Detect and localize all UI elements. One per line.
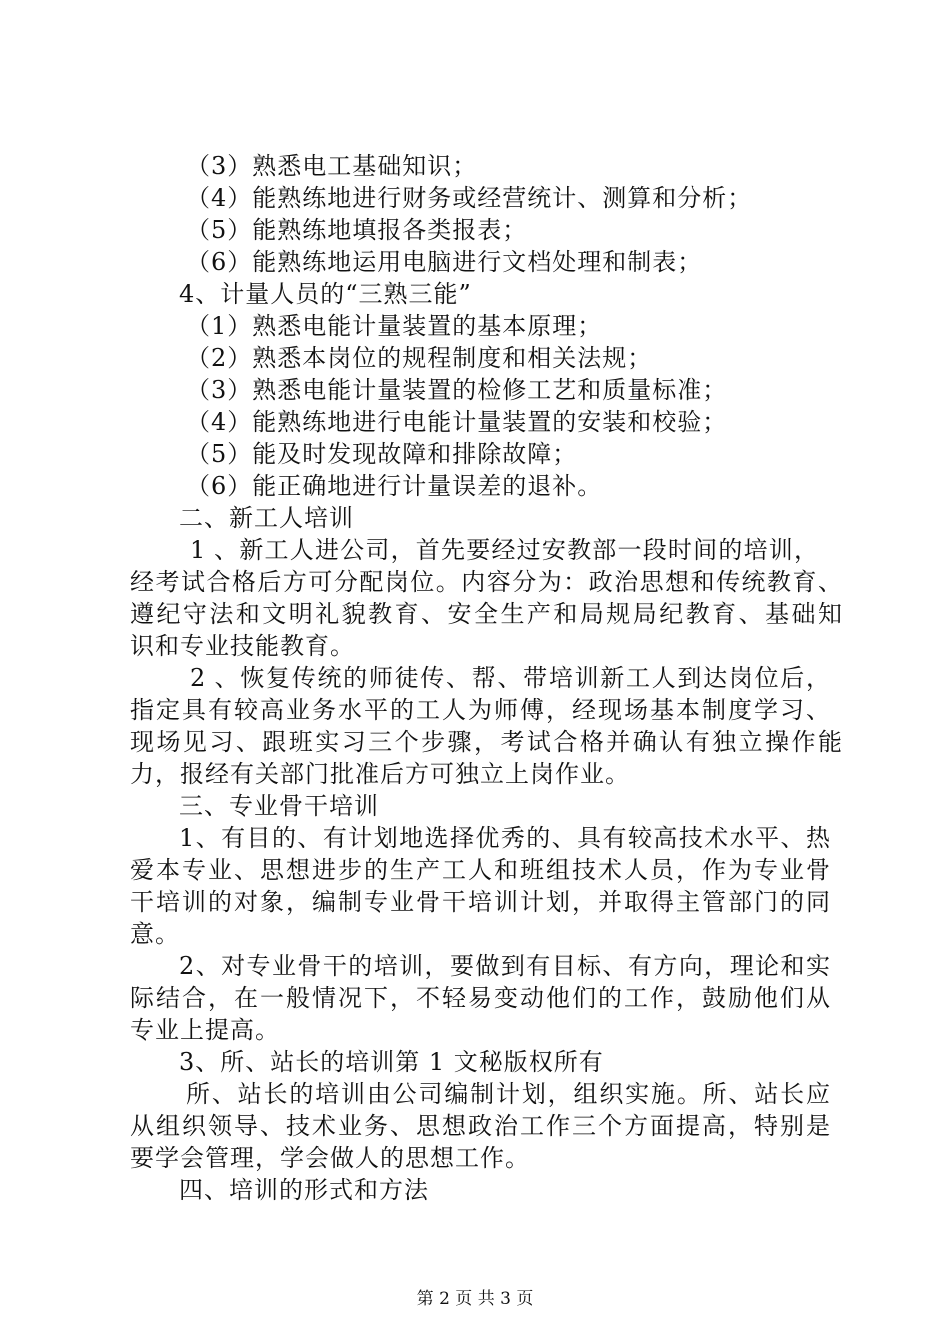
paragraph-line: 1 、新工人进公司，首先要经过安教部一段时间的培训， [190, 536, 818, 564]
paragraph-line: 所、站长的培训由公司编制计划，组织实施。所、站长应 [186, 1080, 830, 1108]
section-heading: 四、培训的形式和方法 [179, 1176, 429, 1204]
section-heading: 3、所、站长的培训第 1 文秘版权所有 [179, 1048, 604, 1076]
section-heading: 二、新工人培训 [179, 504, 354, 532]
text-line: （5）能及时发现故障和排除故障； [186, 440, 578, 468]
paragraph-line: 现场见习、跟班实习三个步骤，考试合格并确认有独立操作能 [130, 728, 842, 756]
text-line: （6）能熟练地运用电脑进行文档处理和制表； [186, 248, 703, 276]
section-heading: 三、专业骨干培训 [179, 792, 379, 820]
paragraph-line: 从组织领导、技术业务、思想政治工作三个方面提高，特别是 [130, 1112, 830, 1140]
paragraph-line: 要学会管理，学会做人的思想工作。 [130, 1144, 530, 1172]
document-body [0, 150, 950, 1206]
text-line: （6）能正确地进行计量误差的退补。 [186, 472, 603, 500]
section-heading: 4、计量人员的“三熟三能” [179, 280, 472, 308]
text-line: （4）能熟练地进行财务或经营统计、测算和分析； [186, 184, 753, 212]
text-line: （1）熟悉电能计量装置的基本原理； [186, 312, 603, 340]
paragraph-line: 1、有目的、有计划地选择优秀的、具有较高技术水平、热 [179, 824, 830, 852]
paragraph-line: 意。 [130, 920, 180, 948]
paragraph-line: 际结合，在一般情况下，不轻易变动他们的工作，鼓励他们从 [130, 984, 830, 1012]
paragraph-line: 指定具有较高业务水平的工人为师傅，经现场基本制度学习、 [130, 696, 830, 724]
paragraph-line: 爱本专业、思想进步的生产工人和班组技术人员，作为专业骨 [130, 856, 830, 884]
paragraph-line: 力，报经有关部门批准后方可独立上岗作业。 [130, 760, 630, 788]
paragraph-line: 干培训的对象，编制专业骨干培训计划，并取得主管部门的同 [130, 888, 830, 916]
paragraph-line: 专业上提高。 [130, 1016, 280, 1044]
paragraph-line: 经考试合格后方可分配岗位。内容分为：政治思想和传统教育、 [130, 568, 842, 596]
paragraph-line: 遵纪守法和文明礼貌教育、安全生产和局规局纪教育、基础知 [130, 600, 842, 628]
text-line: （2）熟悉本岗位的规程制度和相关法规； [186, 344, 653, 372]
text-line: （4）能熟练地进行电能计量装置的安装和校验； [186, 408, 728, 436]
paragraph-line: 2、对专业骨干的培训，要做到有目标、有方向，理论和实 [179, 952, 830, 980]
paragraph-line: 识和专业技能教育。 [130, 632, 355, 660]
paragraph-line: 2 、恢复传统的师徒传、帮、带培训新工人到达岗位后， [190, 664, 830, 692]
text-line: （3）熟悉电工基础知识； [186, 152, 478, 180]
page-number-footer: 第 2 页 共 3 页 [416, 1289, 534, 1309]
text-line: （5）能熟练地填报各类报表； [186, 216, 528, 244]
text-line: （3）熟悉电能计量装置的检修工艺和质量标准； [186, 376, 728, 404]
